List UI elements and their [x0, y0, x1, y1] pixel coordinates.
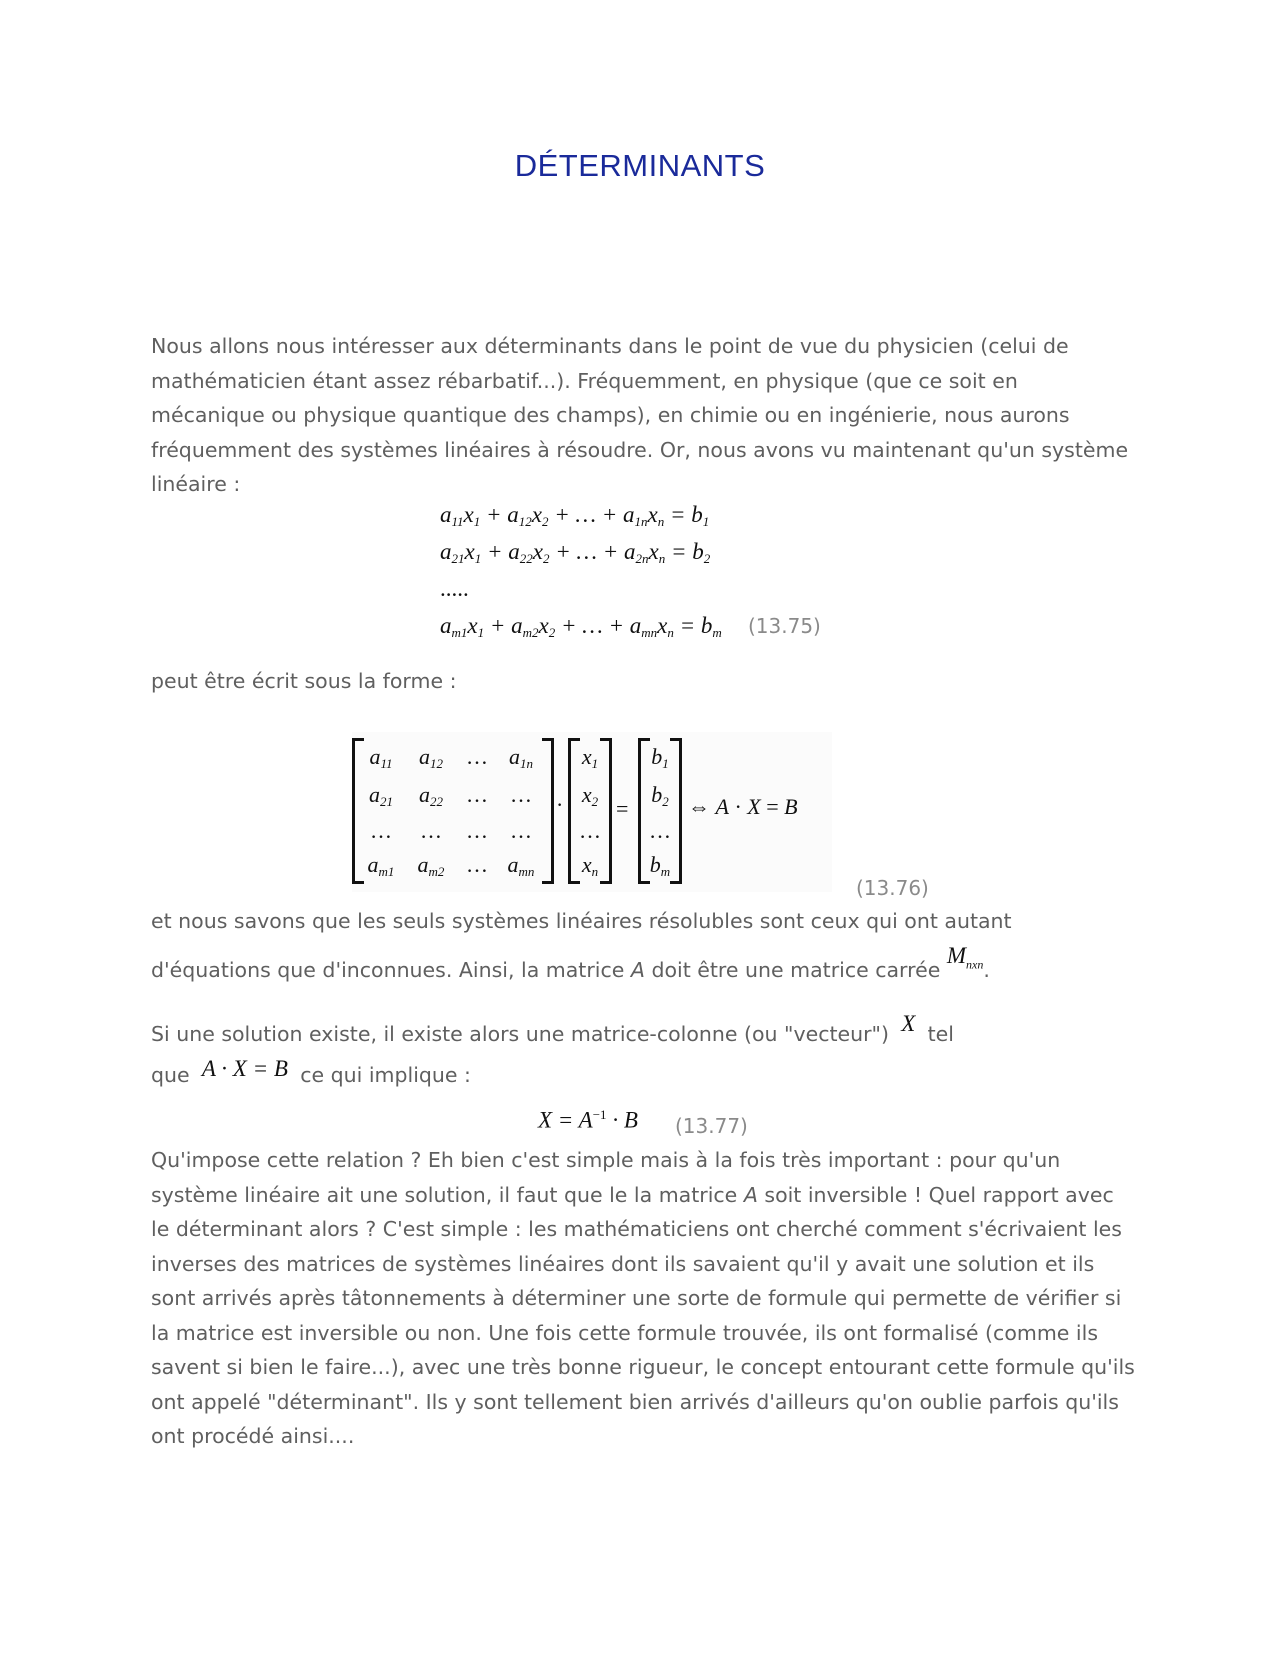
inverse-equation: $X = A^{-1} \cdot B$: [538, 1107, 638, 1133]
page-title: DÉTERMINANTS: [514, 148, 766, 183]
equation-number: (13.75): [748, 614, 821, 638]
square-matrix-paragraph: et nous savons que les seuls systèmes linéaires résolubles sont ceux qui ont autant d'équations que d'inconnues. Ainsi, la matrice A doit être une matrice carrée $M_{nxn}$.: [151, 909, 1012, 982]
matrix-a: $a_{11}$ $a_{12}$ … $a_{1n}$ $a_{21}$ $a_{22}$ … … … … … … $a_{m1}$ $a_{m2}$ … $a_{mn}$: [352, 738, 554, 884]
conclusion-paragraph: Qu'impose cette relation ? Eh bien c'est simple mais à la fois très important : pour qu'un système linéaire ait une solution, il faut que le la matrice A soit inversible ! Quel rapport avec le déterminant alors ? C'est simple : les mathématiciens ont cherché comment s'écrivaient les inverses des matrices de systèmes linéaires dont ils savaient qu'il y avait une solution et ils sont arrivés après tâtonnements à déterminer une sorte de formule qui permette de vérifier si la matrice est inversible ou non. Une fois cette formule trouvée, ils ont formalisé (comme ils savent si bien le faire...), avec une très bonne rigueur, le concept entourant cette formule qu'ils ont appelé "déterminant". Ils y sont tellement bien arrivés d'ailleurs qu'on oublie parfois qu'ils ont procédé ainsi....: [151, 1148, 1135, 1448]
equation-number: (13.76): [856, 876, 929, 900]
matrix-equation: $a_{11}$ $a_{12}$ … $a_{1n}$ $a_{21}$ $a_{22}$ … … … … … … $a_{m1}$ $a_{m2}$ … $a_{mn}$ · $x_1$ $x_2$ … $x_n$ = $b_1$ $b_2$ … $b_m$ ⇔ A · X = B: [352, 732, 832, 892]
intro-paragraph: Nous allons nous intéresser aux déterminants dans le point de vue du physicien (celui de mathématicien étant assez rébarbatif...). Fréquemment, en physique (que ce soit en mécanique ou physique quantique des champs), en chimie ou en ingénierie, nous aurons fréquemment des systèmes linéaires à résoudre. Or, nous avons vu maintenant qu'un système linéaire :: [151, 334, 1129, 496]
form-text: peut être écrit sous la forme :: [151, 669, 457, 693]
vector-b: $b_1$ $b_2$ … $b_m$: [638, 738, 682, 884]
equation-number: (13.77): [675, 1114, 748, 1138]
solution-paragraph: Si une solution existe, il existe alors une matrice-colonne (ou "vecteur") X tel que A · X = B ce qui implique :: [151, 1011, 954, 1087]
linear-system-equation: $a_{11}x_1 + a_{12}x_2$ + … + $a_{1n}x_n = b_1$ $a_{21}x_1 + a_{22}x_2$ + … + $a_{2n}x_n = b_2$ ..... $a_{m1}x_1 + a_{m2}x_2$ + … + $a_{mn}x_n = b_m$: [440, 502, 722, 640]
vector-x: $x_1$ $x_2$ … $x_n$: [568, 738, 612, 884]
